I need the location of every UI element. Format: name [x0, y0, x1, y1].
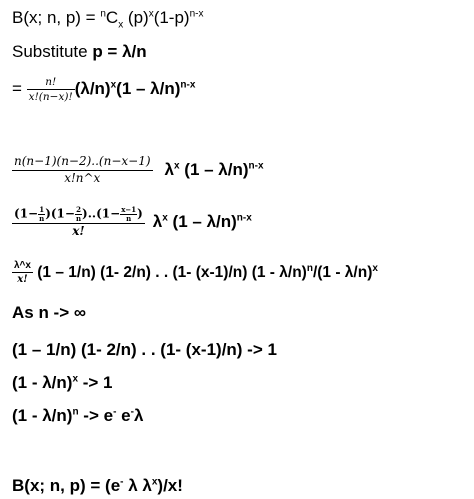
- substitute-label: Substitute: [12, 42, 93, 61]
- lambda-x-fraction: [12, 260, 33, 286]
- mini-den: n: [126, 213, 132, 223]
- sup-x: x: [372, 262, 378, 274]
- mini-den: n: [75, 213, 82, 223]
- limit-result: -> 1: [78, 373, 113, 392]
- fraction-numerator: n!: [27, 76, 75, 90]
- mini-den: n: [39, 213, 45, 223]
- sup-n-x: n-x: [180, 79, 196, 91]
- product-limit: (1 – 1/n) (1- 2/n) . . (1- (x-1)/n) -> 1: [12, 340, 277, 359]
- dots: ..: [87, 206, 97, 221]
- sup-n-x: n-x: [189, 8, 204, 20]
- sup-x: x: [162, 212, 168, 224]
- rearranged-line: [12, 256, 378, 290]
- mini-num: 2: [76, 204, 81, 214]
- over-x-factorial: )/x!: [157, 476, 183, 495]
- equals-sign: =: [12, 79, 27, 98]
- fraction-denominator: x!(n−x)!: [28, 91, 73, 104]
- product-fraction: [12, 206, 145, 239]
- sup-minus: -: [120, 476, 124, 488]
- e-term: e: [116, 406, 131, 425]
- divide-term: /(1 - λ/n): [312, 264, 373, 281]
- formula-lhs: B(x; n, p) =: [12, 8, 101, 27]
- term-text: 1−: [101, 206, 121, 221]
- fraction-numerator: n(n−1)(n−2)..(n−x−1): [12, 155, 153, 171]
- sup-n-x: n-x: [248, 160, 264, 172]
- sup-n: n: [306, 262, 313, 274]
- poisson-result-line: [12, 476, 183, 496]
- result-lhs: B(x; n, p) = (e: [12, 476, 121, 495]
- limit-line: [12, 303, 86, 323]
- term-text: 1−: [19, 206, 39, 221]
- product-terms: (1 – 1/n) (1- 2/n) . . (1- (x-1)/n) (1 - λ/n): [32, 264, 307, 281]
- fraction-numerator: λ^x: [12, 260, 33, 274]
- term-p: (p): [123, 8, 149, 27]
- mini-num: 1: [39, 204, 45, 214]
- one-minus-lambda-over-n: (1 - λ/n): [12, 373, 73, 392]
- lambda-lambda: λ λ: [123, 476, 152, 495]
- power-n-limit-line: [12, 406, 143, 426]
- sup-x: x: [174, 160, 180, 172]
- lambda: λ: [152, 212, 163, 231]
- sup-n: n: [72, 406, 79, 418]
- power-x-limit-line: [12, 373, 113, 393]
- lambda-over-n: (λ/n): [74, 79, 111, 98]
- product-limit-line: [12, 340, 277, 360]
- fraction-denominator: x!: [17, 274, 28, 286]
- fraction-denominator: x!n^x: [64, 171, 101, 186]
- substitute-line: [12, 42, 147, 62]
- fraction-numerator: (1− $\frac{1}{n}$ )(1− $\frac{2}{n}$ )..(1− $\frac{x-1}{n}$ ): [14, 204, 143, 223]
- sup-x: x: [110, 79, 117, 91]
- substitution-eq: p = λ/n: [92, 42, 147, 61]
- sup-minus: -: [130, 406, 134, 418]
- product-fraction-line: [12, 200, 252, 244]
- mini-num: x−1: [121, 204, 137, 214]
- one-minus-lambda-over-n: (1 - λ/n): [12, 406, 73, 425]
- sup-x: x: [148, 8, 154, 20]
- binomial-formula: [12, 8, 204, 31]
- arrow-e: -> e: [78, 406, 114, 425]
- combination-c: C: [105, 8, 119, 27]
- one-minus-lambda-over-n: (1 – λ/n): [179, 160, 249, 179]
- term-text: 1−: [56, 206, 75, 221]
- one-minus-lambda-over-n: (1 – λ/n): [116, 79, 181, 98]
- sup-minus: -: [113, 406, 117, 418]
- expanded-factorial-line: [12, 152, 264, 188]
- lambda: λ: [164, 160, 174, 179]
- sup-n: n: [100, 8, 106, 20]
- fraction-denominator: x!: [72, 224, 85, 239]
- term-1-p: (1-p): [153, 8, 190, 27]
- as-n-to-infinity: As n -> ∞: [12, 303, 86, 322]
- lambda: λ: [133, 406, 144, 425]
- sub-x: x: [118, 19, 124, 31]
- one-minus-lambda-over-n: (1 – λ/n): [167, 212, 237, 231]
- expansion-line: [12, 74, 195, 104]
- sup-x: x: [151, 476, 158, 488]
- factorial-fraction: [12, 155, 153, 186]
- sup-n-x: n-x: [236, 212, 252, 224]
- binomial-coefficient-fraction: [27, 76, 75, 103]
- sup-x: x: [72, 373, 79, 385]
